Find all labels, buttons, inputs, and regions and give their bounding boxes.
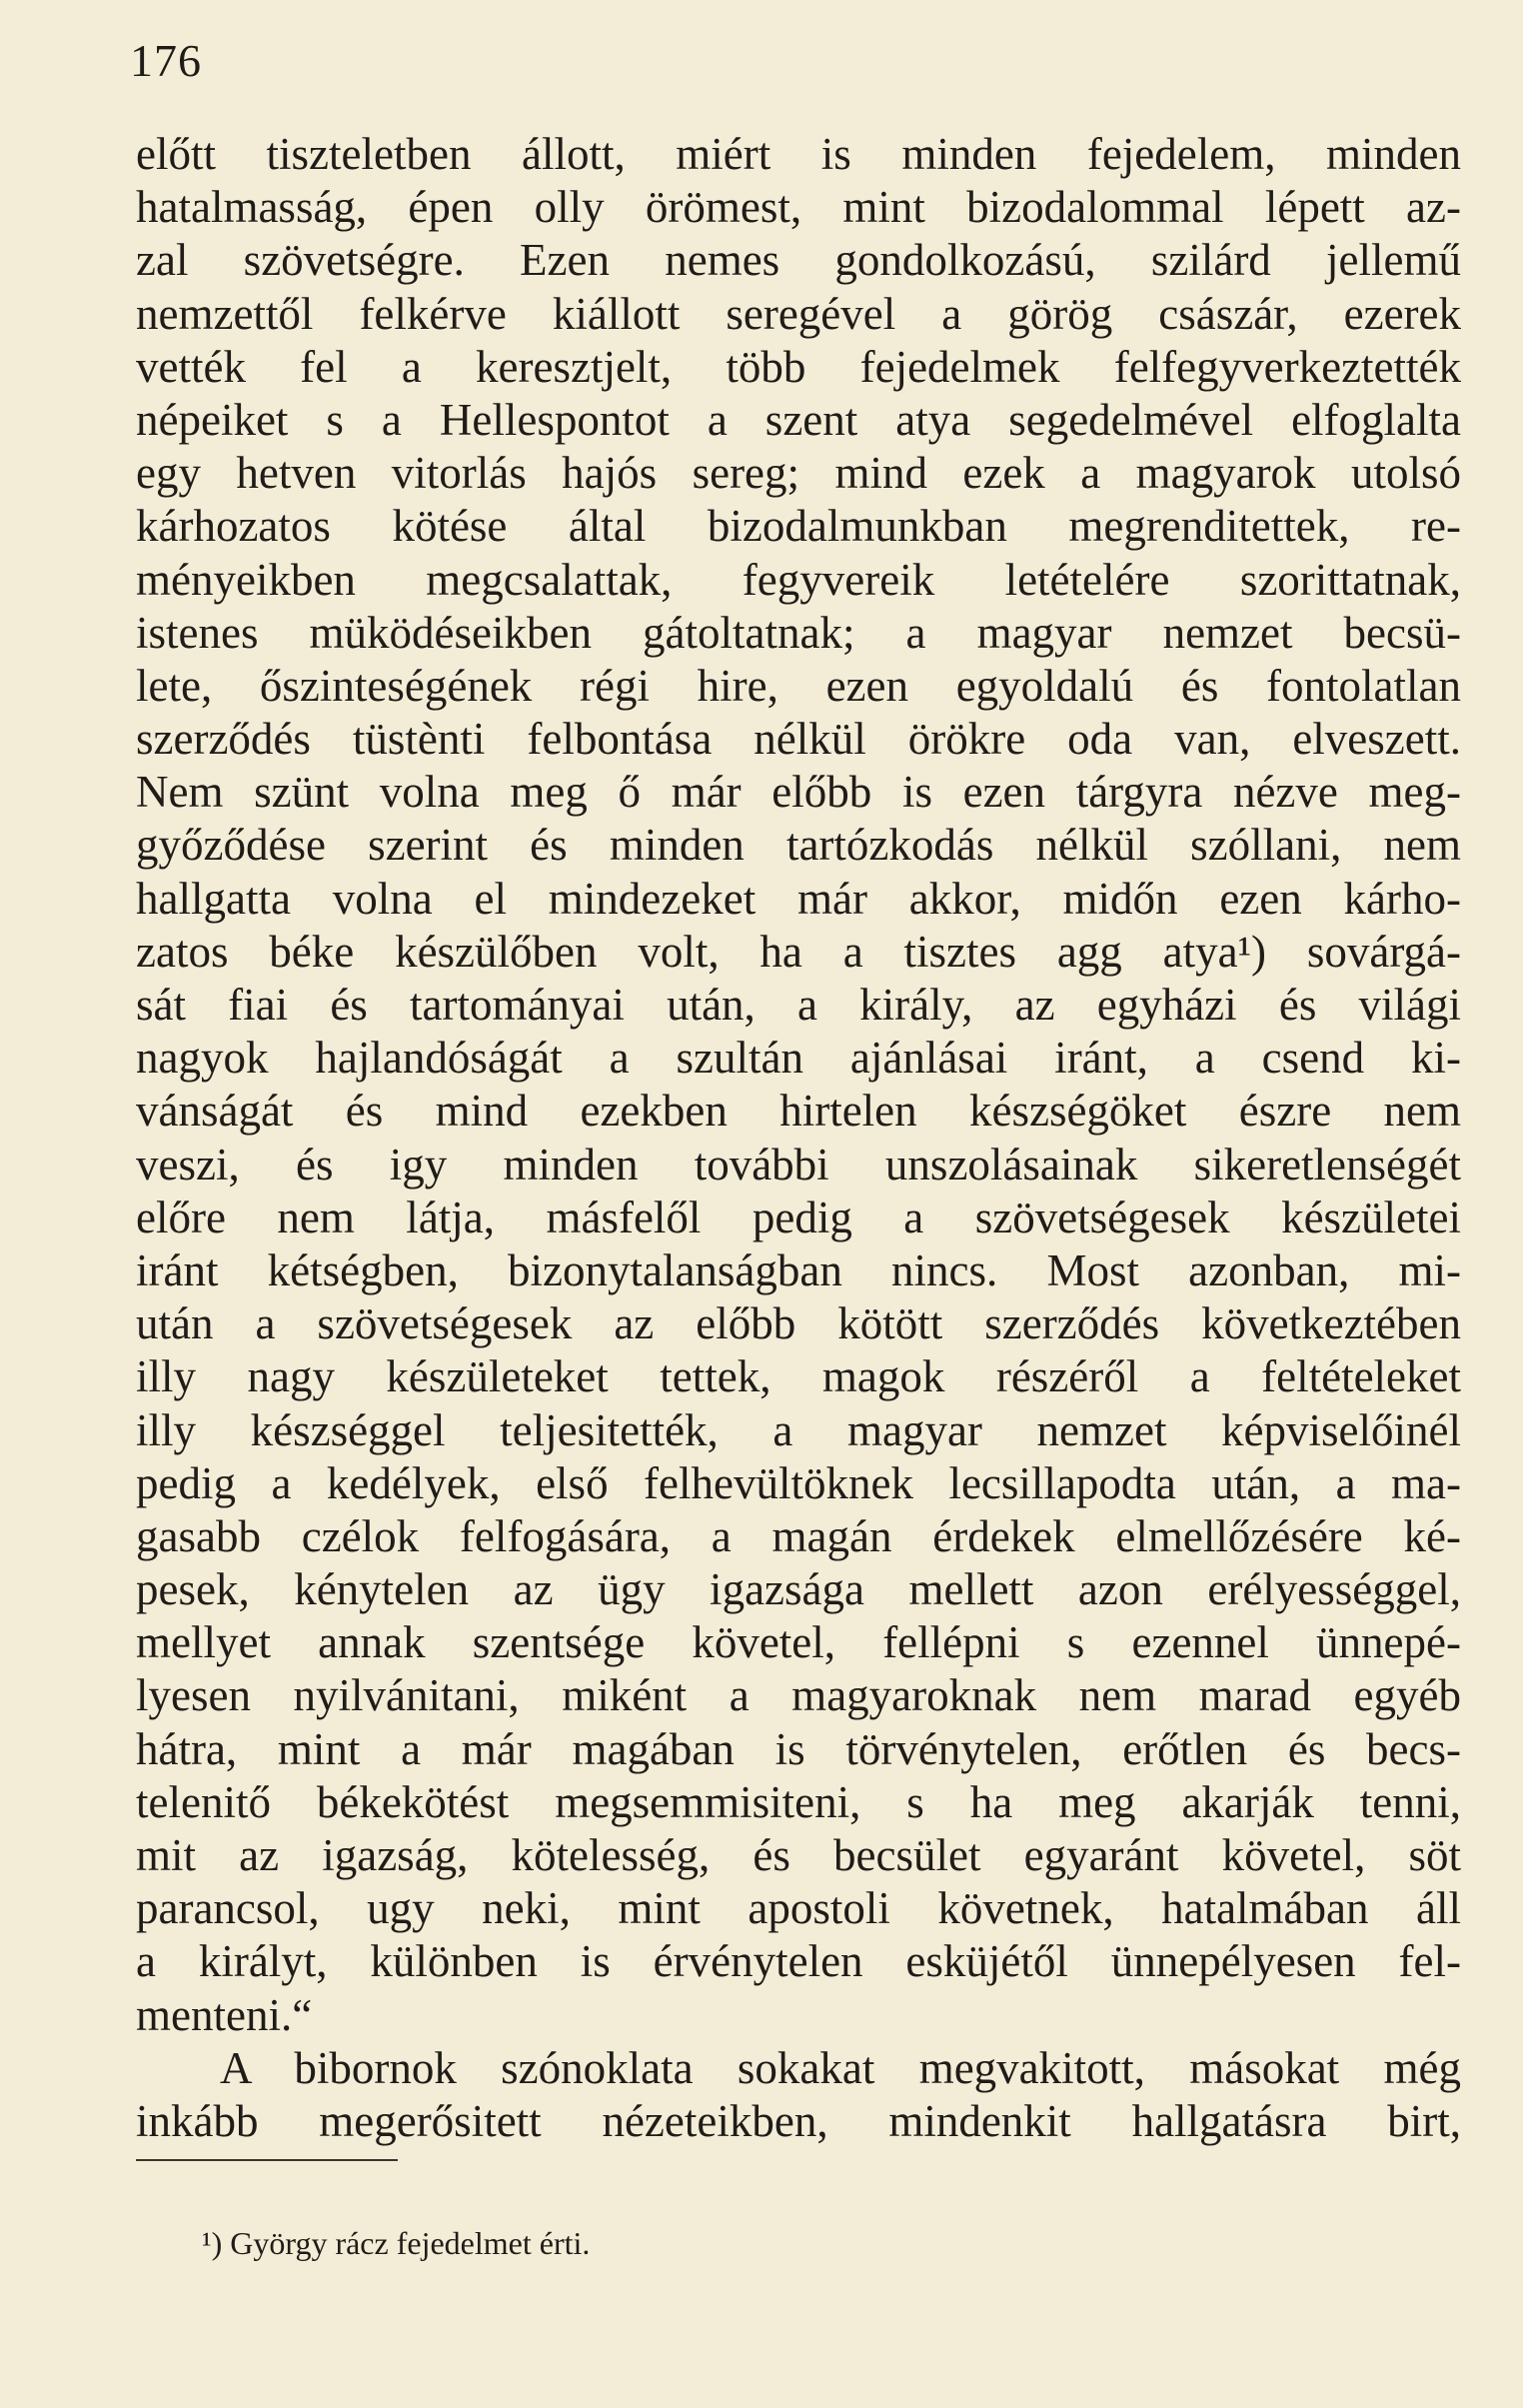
text-line: hatalmasság, épen olly örömest, mint bizodalommal lépett az- <box>136 182 1461 233</box>
text-line: mellyet annak szentsége követel, fellépni s ezennel ünnepé- <box>136 1617 1461 1668</box>
footnote-divider <box>136 2159 398 2161</box>
text-line: a királyt, különben is érvénytelen esküjétől ünnepélyesen fel- <box>136 1936 1461 1987</box>
text-line: nagyok hajlandóságát a szultán ajánlásai iránt, a csend ki- <box>136 1033 1461 1084</box>
text-line: istenes müködéseikben gátoltatnak; a magyar nemzet becsü- <box>136 607 1461 658</box>
text-line: lyesen nyilvánitani, miként a magyaroknak nem marad egyéb <box>136 1670 1461 1721</box>
text-line: parancsol, ugy neki, mint apostoli követnek, hatalmában áll <box>136 1883 1461 1934</box>
text-line: gasabb czélok felfogására, a magán érdekek elmellőzésére ké- <box>136 1510 1461 1561</box>
footnote-marker: ¹) <box>202 2225 223 2261</box>
text-line: zatos béke készülőben volt, ha a tisztes agg atya¹) sovárgá- <box>136 926 1461 977</box>
text-line: ményeikben megcsalattak, fegyvereik letételére szorittatnak, <box>136 554 1461 605</box>
text-line: hallgatta volna el mindezeket már akkor, midőn ezen kárho- <box>136 873 1461 924</box>
text-line: sát fiai és tartományai után, a király, az egyházi és világi <box>136 980 1461 1030</box>
text-line: vették fel a keresztjelt, több fejedelmek felfegyverkeztették <box>136 341 1461 392</box>
text-line: mit az igazság, kötelesség, és becsület egyaránt követel, söt <box>136 1830 1461 1880</box>
page-number: 176 <box>130 35 202 86</box>
text-line: népeiket s a Hellespontot a szent atya segedelmével elfoglalta <box>136 394 1461 445</box>
text-line: vánságát és mind ezekben hirtelen készségöket észre nem <box>136 1086 1461 1137</box>
text-line: inkább megerősitett nézeteikben, mindenkit hallgatásra birt, <box>136 2095 1461 2146</box>
text-line: zal szövetségre. Ezen nemes gondolkozású, szilárd jellemű <box>136 235 1461 286</box>
text-line: iránt kétségben, bizonytalanságban nincs. Most azonban, mi- <box>136 1244 1461 1295</box>
text-line: kárhozatos kötése által bizodalmunkban megrenditettek, re- <box>136 501 1461 552</box>
body-text <box>136 128 1461 2148</box>
text-line: nemzettől felkérve kiállott seregével a görög császár, ezerek <box>136 288 1461 339</box>
text-line: győződése szerint és minden tartózkodás nélkül szóllani, nem <box>136 820 1461 871</box>
text-line: pesek, kénytelen az ügy igazsága mellett azon erélyességgel, <box>136 1564 1461 1615</box>
text-line: A bibornok szónoklata sokakat megvakitott, másokat még <box>220 2042 1461 2093</box>
text-line: után a szövetségesek az előbb kötött szerződés következtében <box>136 1298 1461 1349</box>
footnote-text: György rácz fejedelmet érti. <box>230 2225 591 2261</box>
footnote <box>202 2223 590 2263</box>
text-line: veszi, és igy minden további unszolásainak sikeretlenségét <box>136 1139 1461 1190</box>
text-line: telenitő békekötést megsemmisiteni, s ha meg akarják tenni, <box>136 1776 1461 1827</box>
text-line: pedig a kedélyek, első felhevültöknek lecsillapodta után, a ma- <box>136 1457 1461 1508</box>
text-line: lete, őszinteségének régi hire, ezen egyoldalú és fontolatlan <box>136 660 1461 711</box>
text-line: Nem szünt volna meg ő már előbb is ezen tárgyra nézve meg- <box>136 767 1461 818</box>
text-line: előtt tiszteletben állott, miért is minden fejedelem, minden <box>136 129 1461 179</box>
text-line: hátra, mint a már magában is törvénytelen, erőtlen és becs- <box>136 1723 1461 1774</box>
text-line: illy nagy készületeket tettek, magok részéről a feltételeket <box>136 1351 1461 1402</box>
text-line: egy hetven vitorlás hajós sereg; mind ezek a magyarok utolsó <box>136 448 1461 499</box>
text-line: menteni.“ <box>136 1989 313 2040</box>
text-line: előre nem látja, másfelől pedig a szövetségesek készületei <box>136 1192 1461 1242</box>
text-line: illy készséggel teljesitették, a magyar nemzet képviselőinél <box>136 1404 1461 1455</box>
text-line: szerződés tüstènti felbontása nélkül örökre oda van, elveszett. <box>136 714 1461 765</box>
